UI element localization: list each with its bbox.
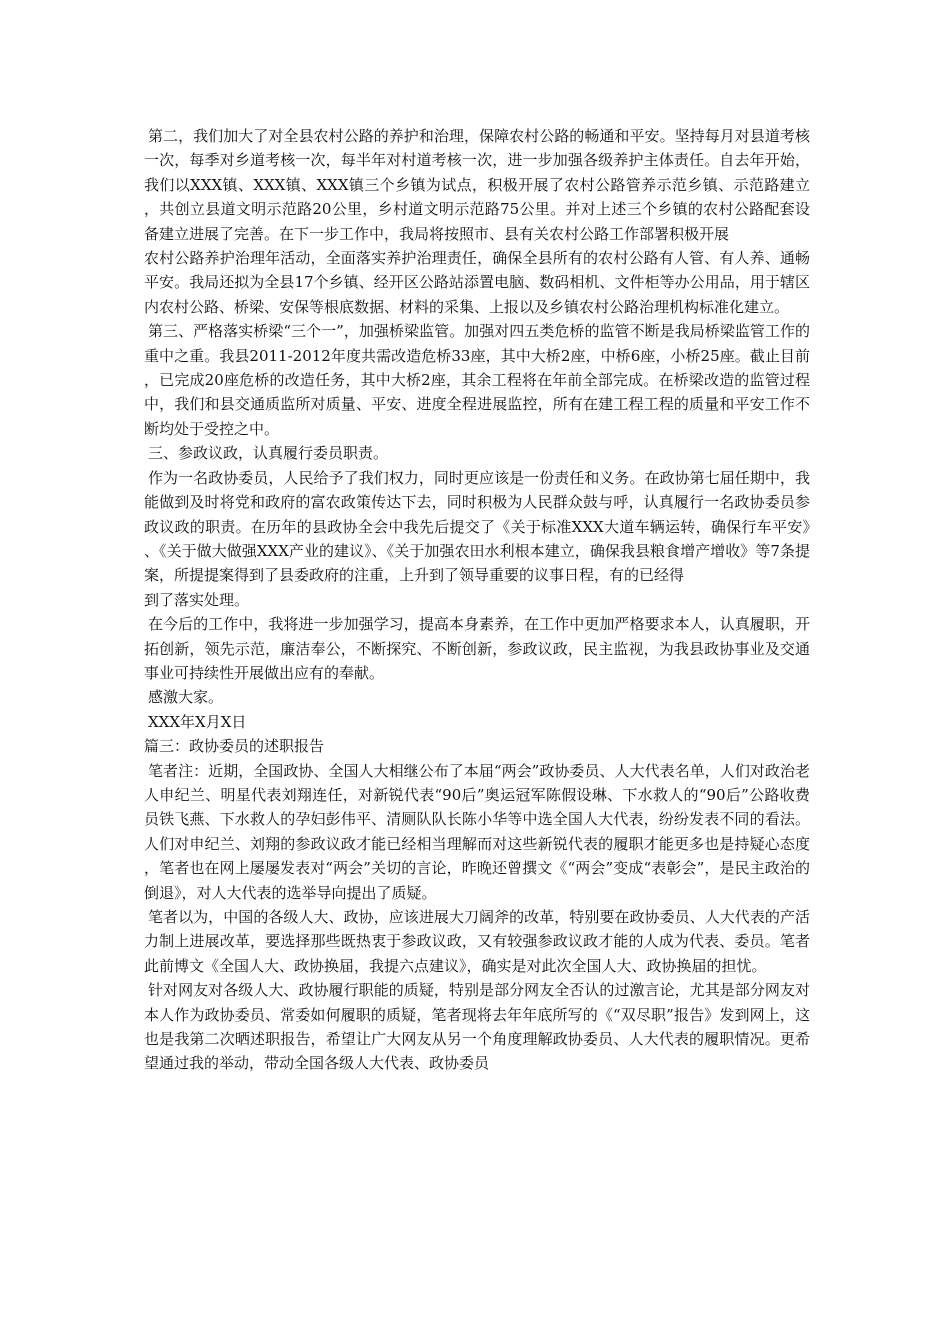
paragraph-road-governance-year: 农村公路养护治理年活动，全面落实养护治理责任，确保全县所有的农村公路有人管、有人养、通畅平安。我局还拟为全县17个乡镇、经开区公路站添置电脑、数码相机、文件柜等办公用品，用于辖区内农村公路、桥梁、安保等根底数据、材料的采集、上报以及乡镇农村公路治理机构标准化建立。 [144, 249, 810, 316]
paragraph-thanks: 感激大家。 [148, 688, 224, 707]
paragraph-response-to-netizens: 针对网友对各级人大、政协履行职能的质疑，特别是部分网友全否认的过激言论，尤其是部分网友对本人作为政协委员、常委如何履职的质疑，笔者现将去年年底所写的《“双尽职”报告》发到网上，这也是我第二次晒述职报告，希望让广大网友从另一个角度理解政协委员、人大代表的履职情况。更希望通过我的举动，带动全国各级人大代表、政协委员 [144, 981, 810, 1073]
paragraph-date: XXX年X月X日 [148, 712, 247, 731]
document-page [144, 124, 810, 1076]
paragraph-cppcc-duties: 作为一名政协委员，人民给予了我们权力，同时更应该是一份责任和义务。在政协第七届任期中，我能做到及时将党和政府的富农政策传达下去，同时积极为人民群众鼓与呼，认真履行一名政协委员参政议政的职责。在历年的县政协全会中我先后提交了《关于标准XXX大道车辆运转，确保行车平安》、《关于做大做强XXX产业的建议》、《关于加强农田水利根本建立，确保我县粮食增产增收》等7条提案，所提提案得到了县委政府的注重，上升到了领导重要的议事日程，有的已经得 [144, 468, 810, 585]
section-heading-participation: 三、参政议政，认真履行委员职责。 [148, 444, 389, 463]
section-title-part-three: 篇三：政协委员的述职报告 [144, 737, 325, 756]
paragraph-implemented: 到了落实处理。 [144, 590, 250, 609]
paragraph-future-work: 在今后的工作中，我将进一步加强学习，提高本身素养，在工作中更加严格要求本人，认真履职，开拓创新，领先示范，廉洁奉公，不断探究、不断创新，参政议政，民主监视，为我县政协事业及交通事业可持续性开展做出应有的奉献。 [144, 615, 810, 682]
paragraph-author-note: 笔者注：近期，全国政协、全国人大相继公布了本届“两会”政协委员、人大代表名单，人们对政治老人申纪兰、明星代表刘翔连任，对新锐代表“90后”奥运冠军陈假设琳、下水救人的“90后”公路收费员铁飞燕、下水救人的孕妇彭伟平、清厕队队长陈小华等中选全国人大代表，纷纷发表不同的看法。人们对申纪兰、刘翔的参政议政才能已经相当理解而对这些新锐代表的履职才能更多也是持疑心态度，笔者也在网上屡屡发表对“两会”关切的言论，昨晚还曾撰文《“两会”变成“表彰会”，是民主政治的倒退》，对人大代表的选举导向提出了质疑。 [144, 761, 810, 902]
paragraph-reform-opinion: 笔者以为，中国的各级人大、政协，应该进展大刀阔斧的改革，特别要在政协委员、人大代表的产活力制上进展改革，要选择那些既热衷于参政议政，又有较强参政议政才能的人成为代表、委员。笔者此前博文《全国人大、政协换届，我提六点建议》，确实是对此次全国人大、政协换届的担忧。 [144, 908, 810, 975]
paragraph-road-maintenance: 第二，我们加大了对全县农村公路的养护和治理，保障农村公路的畅通和平安。坚持每月对县道考核一次，每季对乡道考核一次，每半年对村道考核一次，进一步加强各级养护主体责任。自去年开始，我们以XXX镇、XXX镇、XXX镇三个乡镇为试点，积极开展了农村公路管养示范乡镇、示范路建立，共创立县道文明示范路20公里，乡村道文明示范路75公里。并对上述三个乡镇的农村公路配套设备建立进展了完善。在下一步工作中，我局将按照市、县有关农村公路工作部署积极开展 [144, 127, 810, 243]
paragraph-bridge-supervision: 第三、严格落实桥梁“三个一”，加强桥梁监管。加强对四五类危桥的监管不断是我局桥梁监管工作的重中之重。我县2011-2012年度共需改造危桥33座，其中大桥2座，中桥6座，小桥25座。截止目前，已完成20座危桥的改造任务，其中大桥2座，其余工程将在年前全部完成。在桥梁改造的监管过程中，我们和县交通质监所对质量、平安、进度全程进展监控，所有在建工程工程的质量和平安工作不断均处于受控之中。 [144, 322, 810, 438]
